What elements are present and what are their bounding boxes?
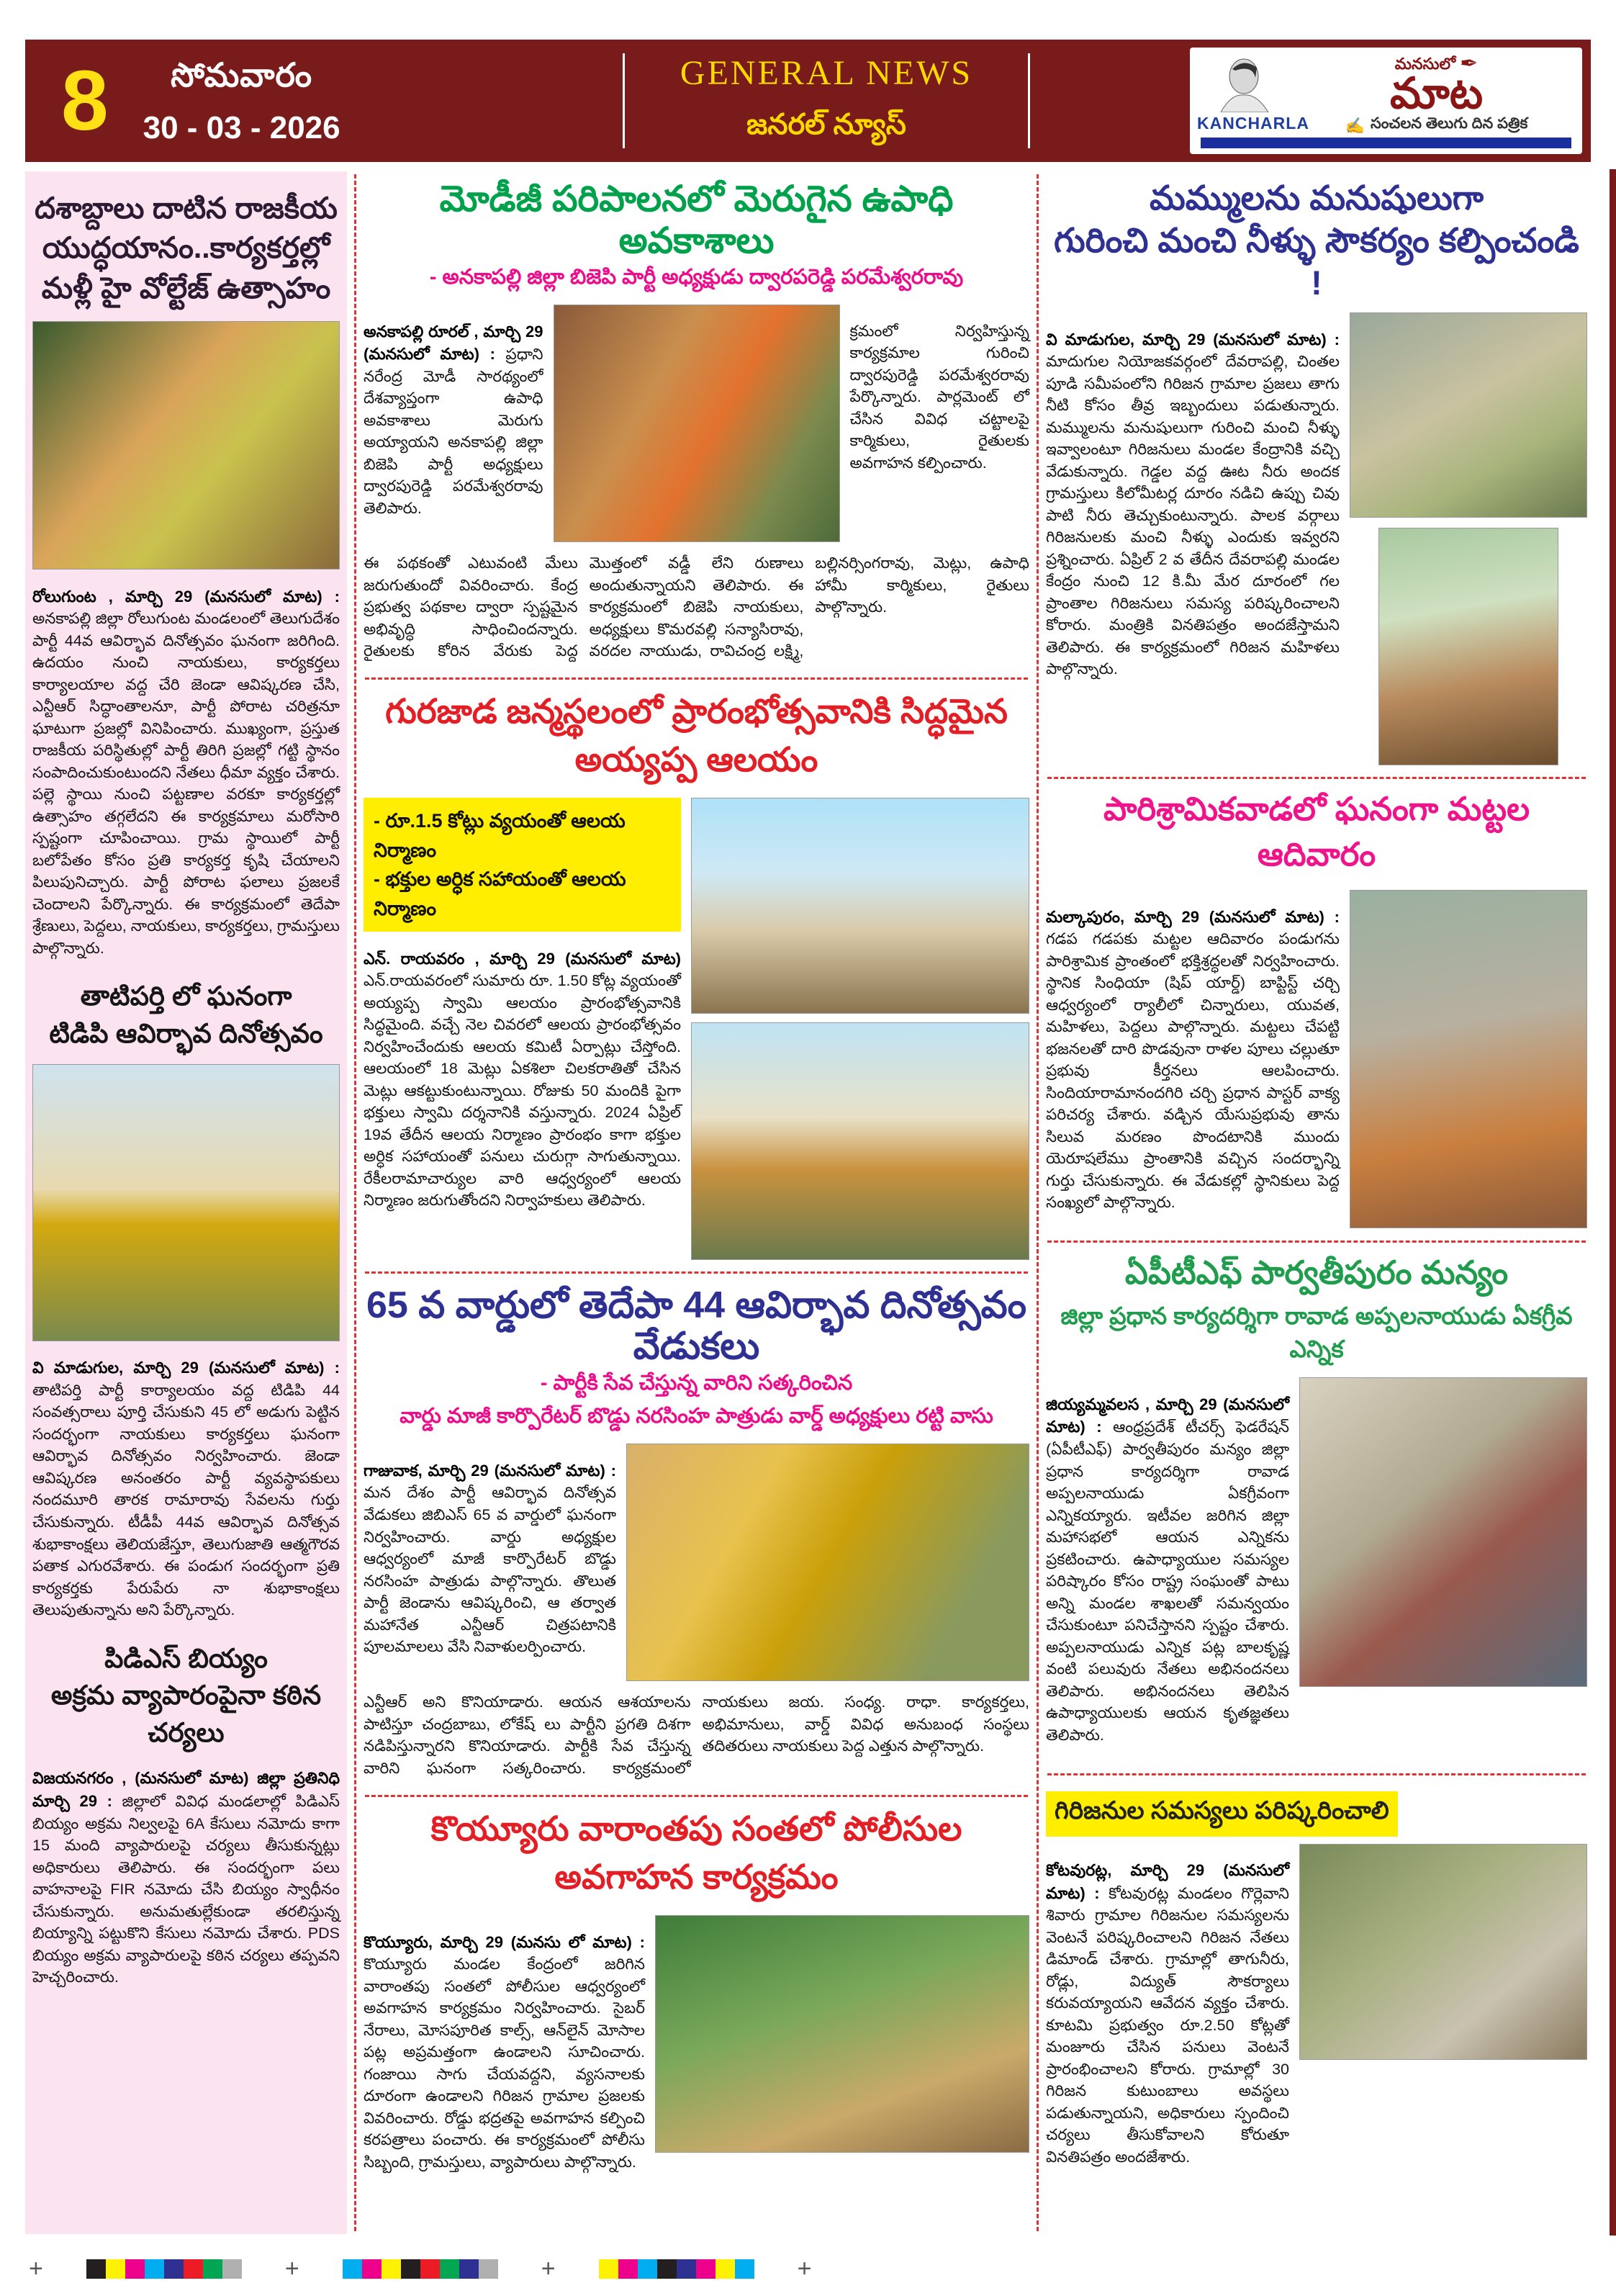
weekday: సోమవారం bbox=[171, 56, 313, 94]
article-subtitle: - అనకాపల్లి జిల్లా బిజెపి పార్టీ అధ్యక్షుడు ద్వారపరెడ్డి పరమేశ్వరరావు bbox=[429, 266, 964, 289]
body-text: ప్రధాని నరేంద్ర మోడీ సారథ్యంలో దేశవ్యాప్తంగా ఉపాధి అవకాశాలు మెరుగు అయ్యాయని అనకాపల్లి జిల్లా బిజెపి పార్టీ అధ్యక్షులు ద్వారపురెడ్డి పరమేశ్వరరావు తెలిపారు. bbox=[364, 346, 543, 517]
photo-temple-construction bbox=[691, 798, 1029, 1014]
article-body bbox=[32, 1767, 340, 1988]
dateline: ఎన్. రాయవరం , మార్చి 29 (మనసులో మాట) bbox=[364, 949, 681, 968]
color-swatch-gray bbox=[222, 2259, 242, 2279]
article-divider bbox=[365, 677, 1028, 680]
color-calibration-strip bbox=[343, 2259, 498, 2279]
article-headline: 65 వ వార్డులో తెదేపా 44 ఆవిర్భావ దినోత్సవం వేడుకలు bbox=[366, 1284, 1026, 1368]
color-swatch-yellow bbox=[106, 2259, 125, 2279]
article-divider bbox=[1047, 777, 1586, 779]
color-swatch-magenta bbox=[125, 2259, 145, 2279]
color-swatch-yellow bbox=[716, 2259, 735, 2279]
body-text: ఆంధ్రప్రదేశ్ టీచర్స్ ఫెడరేషన్ (ఏపీటీఎఫ్) పార్వతీపురం మన్యం జిల్లా ప్రధాన కార్యదర్శిగా రావాడ అప్పలనాయుడు ఏకగ్రీవంగా ఎన్నికయ్యారు. ఇటీవల జరిగిన జిల్లా మహాసభలో ఆయన ఎన్నికను ప్రకటించారు. ఉపాధ్యాయుల సమస్యల పరిష్కారం కోసం రాష్ట్ర సంఘంతో పాటు అన్ని మండల శాఖలతో సమన్వయం చేసుకుంటూ పనిచేస్తానని స్పష్టం చేశారు. అప్పలనాయుడు ఎన్నిక పట్ల బాలకృష్ణ వంటి పలువురు నేతలు అభినందనలు తెలిపారు. అభినందనలు తెలిపిన ఉపాధ్యాయులకు ఆయన కృతజ్ఞతలు తెలిపారు. bbox=[1046, 1418, 1289, 1744]
newspaper-logo bbox=[1190, 48, 1582, 154]
temple-text-block bbox=[364, 798, 681, 1260]
photo-flag-hoisting bbox=[32, 1064, 340, 1341]
color-swatch-yellow bbox=[382, 2259, 401, 2279]
article-headline-2: జిల్లా ప్రధాన కార్యదర్శిగా రావాడ అప్పలనాయుడు ఏకగ్రీవ ఎన్నిక bbox=[1060, 1302, 1573, 1363]
article-headline: కొయ్యూరు వారాంతపు సంతలో పోలీసుల అవగాహన కార్యక్రమం bbox=[430, 1809, 962, 1896]
color-swatch-cyan bbox=[145, 2259, 164, 2279]
color-swatch-magenta bbox=[696, 2259, 716, 2279]
color-calibration-strip bbox=[86, 2259, 242, 2279]
page-number: 8 bbox=[61, 53, 109, 148]
article-headline bbox=[34, 978, 338, 1053]
article-divider bbox=[365, 1271, 1028, 1274]
page-edge-strip bbox=[1610, 169, 1616, 2236]
article-headline: పారిశ్రామికవాడలో ఘనంగా మట్టల ఆదివారం bbox=[1103, 791, 1530, 873]
dateline: అనకాపల్లి రూరల్ , మార్చి 29 (మనసులో మాట) : bbox=[364, 322, 543, 364]
color-swatch-black bbox=[401, 2259, 420, 2279]
article-body bbox=[1046, 906, 1340, 1214]
article-tribal-problems bbox=[1046, 1787, 1587, 2184]
article-divider bbox=[1047, 1241, 1586, 1243]
photo-tribal-group bbox=[1299, 1844, 1587, 2060]
article-body-bottom: ఈ పథకంతో ఎటువంటి మేలు జరుగుతుందో వివరించారు. కేంద్ర ప్రభుత్వ పథకాల ద్వారా స్పష్టమైన అభివృద్ధి సాధించిందన్నారు. రైతులకు కోరిన వేరుకు పెద్ద మొత్తంలో వడ్డీ లేని రుణాలు అందుతున్నాయని తెలిపారు. ఈ కార్యక్రమంలో బిజెపి నాయకులు, అధ్యక్షులు కొమరవల్లి సన్యాసిరావు, వరదల నాయుడు, రావిచంద్ర లక్ష్మి, బల్లినర్సింగరావు, మెట్లు, ఉపాధి హామీ కార్మికులు, రైతులు పాల్గొన్నారు. bbox=[364, 554, 1029, 660]
article-ayyappa-temple bbox=[364, 691, 1029, 1260]
article-headline: గురజాడ జన్మస్థలంలో ప్రారంభోత్సవానికి సిద్ధమైన అయ్యప్ప ఆలయం bbox=[385, 692, 1008, 779]
color-swatch-green bbox=[203, 2259, 222, 2279]
headline-line-2: అక్రమ వ్యాపారంపైనా కఠిన చర్యలు bbox=[50, 1680, 322, 1748]
color-swatch-blue bbox=[164, 2259, 184, 2279]
dateline: వి మాడుగుల, మార్చి 29 (మనసులో మాట) : bbox=[1046, 330, 1340, 348]
headline-line-2: గురించి మంచి నీళ్ళు సౌకర్యం కల్పించండి ! bbox=[1054, 220, 1579, 302]
article-body-left bbox=[364, 1931, 645, 2174]
color-swatch-red bbox=[420, 2259, 440, 2279]
article-tatiparti-tdp-day bbox=[32, 978, 340, 1621]
photo-bjp-meeting bbox=[554, 305, 840, 542]
article-divider bbox=[1047, 1773, 1586, 1775]
photo-villagers-water-pots bbox=[1350, 312, 1587, 518]
color-swatch-black bbox=[86, 2259, 106, 2279]
article-body-right: ఎన్టీఆర్ అని కొనియాడారు. ఆయన ఆశయాలను పాటిస్తూ చంద్రబాబు, లోకేష్ లు పార్టీని ప్రగతి దిశగా నడిపిస్తున్నారని కొనియాడారు. పార్టీకి సేవ చేస్తున్న వారిని ఘనంగా సత్కరించారు. కార్యక్రమంలో నాయకులు జయ. సంధ్య. రాధా. కార్యకర్తలు, అభిమానులు, వార్డ్ వివిధ అనుబంధ సంస్థలు తదితరులు నాయకులు పెద్ద ఎత్తున పాల్గొన్నారు. bbox=[364, 1693, 1029, 1777]
color-swatch-cyan bbox=[735, 2259, 754, 2279]
column-divider-right bbox=[1037, 174, 1039, 2231]
registration-cross: + bbox=[29, 2254, 43, 2282]
article-headline-1: ఏపీటీఎఫ్ పార్వతీపురం మన్యం bbox=[1124, 1254, 1509, 1292]
article-body bbox=[1046, 1393, 1289, 1746]
page-body bbox=[25, 171, 1591, 2234]
color-swatch-yellow bbox=[599, 2259, 618, 2279]
article-body bbox=[1046, 328, 1340, 750]
pen-nib-icon: ✒ bbox=[1460, 52, 1479, 76]
article-headline bbox=[34, 1640, 338, 1752]
article-headline: గిరిజనుల సమస్యలు పరిష్కరించాలి bbox=[1046, 1791, 1398, 1837]
column-divider-left bbox=[354, 174, 356, 2231]
section-title-english: GENERAL NEWS bbox=[680, 54, 973, 92]
color-swatch-black bbox=[657, 2259, 677, 2279]
highlight-bullet-1: - రూ.1.5 కోట్లు వ్యయంతో ఆలయ నిర్మాణం bbox=[374, 810, 626, 861]
article-tribal-water-demand bbox=[1046, 177, 1587, 765]
color-swatch-magenta bbox=[362, 2259, 382, 2279]
photo-tdp-rally bbox=[626, 1444, 1029, 1681]
article-body bbox=[32, 585, 340, 960]
color-swatch-cyan bbox=[638, 2259, 657, 2279]
section-banner bbox=[623, 53, 1030, 148]
article-tdp-warpath bbox=[32, 189, 340, 959]
photo-woman-carrying-pots bbox=[1378, 528, 1558, 765]
body-text: మాదుగుల నియోజకవర్గంలో దేవరాపల్లి, చింతల పూడి సమీపంలోని గిరిజన గ్రామాల ప్రజలు తాగు నీటి కోసం తీవ్ర ఇబ్బందులు పడుతున్నారు. మమ్ములను మనుషులుగా గురించి మంచి నీళ్ళు ఇవ్వాలంటూ గిరిజనులు మండల కేంద్రానికి వచ్చి వేడుకున్నారు. గెడ్డల వద్ద ఊట నీరు అందక గ్రామస్తులు కిలోమీటర్ల దూరం నడిచి ఉప్పు చివు పాటి నీరు తెచ్చుకుంటున్నారు. పాలక వర్గాలు గిరిజనులకు మంచి నీళ్ళు ఎందుకు ఇవ్వరని ప్రశ్నించారు. ఏప్రిల్ 2 వ తేదీన దేవరాపల్లి మండల కేంద్రం నుంచి 12 కి.మీ మేర దూరంలో గల ప్రాంతాల గిరిజనులు సమస్య పరిష్కరించాలని కోరారు. మంత్రికి వినతిపత్రం అందజేస్తామని తెలిపారు. ఈ కార్యక్రమంలో గిరిజన మహిళలు పాల్గొన్నారు. bbox=[1046, 353, 1340, 678]
dateline: రోలుగుంట , మార్చి 29 (మనసులో మాట) : bbox=[32, 587, 340, 605]
color-swatch-blue bbox=[677, 2259, 696, 2279]
article-headline bbox=[1046, 177, 1587, 304]
article-aptf-election bbox=[1046, 1254, 1587, 1761]
color-swatch-cyan bbox=[343, 2259, 362, 2279]
registration-cross: + bbox=[541, 2254, 556, 2282]
dateline: జియ్యమ్మవలస , మార్చి 29 (మనసులో మాట) : bbox=[1046, 1395, 1289, 1436]
article-subtitle-1: - పార్టీకి సేవ చేస్తున్న వారిని సత్కరించిన bbox=[540, 1372, 853, 1395]
article-mattala-sunday bbox=[1046, 791, 1587, 1229]
article-body bbox=[1046, 1859, 1289, 2168]
water-photos-block bbox=[1350, 312, 1587, 765]
dateline: కోటవురట్ల, మార్చి 29 (మనసులో మాట) : bbox=[1046, 1861, 1289, 1902]
headline-line-2: టిడిపి ఆవిర్భావ దినోత్సవం bbox=[49, 1019, 323, 1049]
logo-title-big: మాట bbox=[1389, 69, 1484, 117]
section-title-telugu: జనరల్ న్యూస్ bbox=[746, 109, 906, 140]
print-registration-footer bbox=[0, 2247, 1616, 2290]
body-text: జిల్లాలో వివిధ మండలాల్లో పిడిఎస్ బియ్యం అక్రమ నిల్వలపై 6A కేసులు నమోదు కాగా 15 మంది వ్యాపారులపై చర్యలు తీసుకున్నట్లు అధికారులు తెలిపారు. ఈ సందర్భంగా పలు వాహనాలపై FIR నమోదు చేసి బియ్యం స్వాధీనం చేసుకున్నారు. అనుమతుల్లేకుండా తరలిస్తున్న బియ్యాన్ని పట్టుకొని కేసులు నమోదు చేశారు. PDS బియ్యం అక్రమ వ్యాపారులపై కఠిన చర్యలు తప్పవని హెచ్చరించారు. bbox=[32, 1792, 340, 1986]
logo-bottom-bar bbox=[1201, 138, 1571, 148]
highlight-box bbox=[364, 798, 681, 932]
left-column bbox=[25, 171, 347, 2234]
body-text: కోటవురట్ల మండలం గొర్లెవాని శివారు గ్రామాల గిరిజనుల సమస్యలను వెంటనే పరిష్కరించాలని గిరిజన నేతలు డిమాండ్ చేశారు. గ్రామాల్లో తాగునీరు, రోడ్లు, విద్యుత్ సౌకర్యాలు కరువయ్యాయని ఆవేదన వ్యక్తం చేశారు. కూటమి ప్రభుత్వం రూ.2.50 కోట్లతో మంజూరు చేసిన పనులు వెంటనే ప్రారంభించాలని కోరారు. గ్రామాల్లో 30 గిరిజన కుటుంబాలు అవస్థలు పడుతున్నాయని, అధికారులు స్పందించి చర్యలు తీసుకోవాలని కోరుతూ వినతిపత్రం అందజేశారు. bbox=[1046, 1884, 1290, 2166]
dateline: మల్కాపురం, మార్చి 29 (మనసులో మాట) : bbox=[1046, 907, 1340, 926]
headline-line-1: తాటిపర్తి లో ఘనంగా bbox=[80, 981, 292, 1012]
article-pds-rice-action bbox=[32, 1640, 340, 1989]
temple-photo-block bbox=[691, 798, 1029, 1260]
photo-weekly-market bbox=[655, 1915, 1029, 2153]
registration-cross: + bbox=[797, 2254, 812, 2282]
color-calibration-strip bbox=[599, 2259, 754, 2279]
registration-cross: + bbox=[284, 2254, 299, 2282]
color-swatch-green bbox=[440, 2259, 459, 2279]
article-headline: మోడీజీ పరిపాలనలో మెరుగైన ఉపాధి అవకాశాలు bbox=[439, 179, 954, 261]
body-text: తాటిపర్తి పార్టీ కార్యాలయం వద్ద టిడిపి 44 సంవత్సరాలు పూర్తి చేసుకుని 45 లో అడుగు పెట్టిన సందర్భంగా నాయకులు కార్యకర్తలు ఘనంగా ఆవిర్భావ దినోత్సవం నిర్వహించారు. జెండా ఆవిష్కరణ అనంతరం పార్టీ వ్యవస్థాపకులు నందమూరి తారక రామారావు సేవలను గుర్తు చేసుకున్నారు. టీడీపీ 44వ ఆవిర్భావ దినోత్సవ శుభాకాంక్షలు తెలియజేస్తూ, తెలుగుజాతి ఆత్మగౌరవ పతాక ఎగురవేశారు. ఈ పండుగ సందర్భంగా ప్రతి కార్యకర్తకు పేరుపేరు నా శుభాకాంక్షలు తెలుపుతున్నాను అని పేర్కొన్నారు. bbox=[32, 1381, 340, 1619]
founder-portrait-icon bbox=[1211, 56, 1277, 112]
article-body bbox=[364, 947, 681, 1212]
color-swatch-magenta bbox=[618, 2259, 638, 2279]
dateline: వి మాడుగుల, మార్చి 29 (మనసులో మాట) : bbox=[32, 1359, 340, 1377]
article-body-left bbox=[364, 1459, 616, 1666]
article-headline: దశాబ్దాలు దాటిన రాజకీయ యుద్ధయానం..కార్యకర్తల్లో మళ్లీ హై వోల్టేజ్ ఉత్సాహం bbox=[35, 192, 338, 305]
logo-title-block bbox=[1298, 53, 1575, 136]
article-subtitle-2: వార్డు మాజీ కార్పొరేటర్ బొడ్డు నరసింహ పాత్రుడు వార్డ్ అధ్యక్షులు రట్టి వాసు bbox=[400, 1405, 993, 1428]
writing-hand-icon: ✍ bbox=[1345, 116, 1366, 135]
headline-line-1: మమ్ములను మనుషులుగా bbox=[1149, 179, 1484, 217]
right-column bbox=[1046, 171, 1587, 2234]
day-date bbox=[143, 55, 340, 146]
article-police-awareness-market bbox=[364, 1809, 1029, 2189]
photo-deity-procession bbox=[32, 321, 340, 570]
middle-column bbox=[364, 171, 1029, 2234]
body-text: అనకాపల్లి జిల్లా రోలుగుంట మండలంలో తెలుగుదేశం పార్టీ 44వ ఆవిర్భావ దినోత్సవం ఘనంగా జరిగింది. ఉదయం నుంచి నాయకులు, కార్యకర్తలు కార్యాలయాల వద్ద చేరి జెండా ఆవిష్కరణ చేసి, ఎన్టీఆర్ సిద్ధాంతాలనూ, పార్టీ పోరాట చరిత్రనూ ఘాటుగా ప్రజల్లో వినిపించారు. ముఖ్యంగా, ప్రస్తుత రాజకీయ పరిస్థితుల్లో పార్టీ తిరిగి ప్రజల్లో గట్టి స్థానం సంపాదించుకుంటుందని నేతలు ధీమా వ్యక్తం చేశారు. పల్లె స్థాయి నుంచి పట్టణాల వరకూ కార్యకర్తల్లో ఉత్సాహం తగ్గలేదని ఈ కార్యక్రమాలు మరోసారి స్పష్టంగా చూపించాయి. గ్రామ స్థాయిలో పార్టీ బలోపేతం కోసం ప్రతి కార్యకర్త కృషి చేయాలని పిలుపునిచ్చారు. పార్టీ పోరాట ఫలాలు ప్రజలకే చెందాలని పేర్కొన్నారు. ఈ కార్యక్రమంలో తెదేపా శ్రేణులు, పెద్దలు, నాయకులు, కార్యకర్తలు, గ్రామస్తులు పాల్గొన్నారు. bbox=[32, 610, 340, 957]
color-swatch-blue bbox=[459, 2259, 479, 2279]
color-swatch-gray bbox=[479, 2259, 498, 2279]
dateline: కొయ్యూరు, మార్చి 29 (మనసు లో మాట) : bbox=[364, 1932, 645, 1951]
article-modi-employment bbox=[364, 179, 1029, 662]
dateline: గాజువాక, మార్చి 29 (మనసులో మాట) : bbox=[364, 1461, 616, 1480]
color-swatch-red bbox=[184, 2259, 203, 2279]
article-ward65-tdp-day bbox=[364, 1285, 1029, 1779]
article-body-left bbox=[364, 320, 543, 527]
masthead-left bbox=[25, 55, 623, 146]
logo-tagline: సంచలన తెలుగు దిన పత్రిక bbox=[1371, 115, 1528, 132]
brand-name: KANCHARLA bbox=[1197, 114, 1309, 132]
body-text: మన దేశం పార్టీ ఆవిర్భావ దినోత్సవ వేడుకలు జిబిఎస్ 65 వ వార్డులో ఘనంగా నిర్వహించారు. వార్డు అధ్యక్షుల ఆధ్వర్యంలో మాజీ కార్పొరేటర్ బొడ్డు నరసింహ పాత్రుడు పాల్గొన్నారు. తొలుత పార్టీ జెండాను ఆవిష్కరించి, ఆ తర్వాత మహానేత ఎన్టీఆర్ చిత్రపటానికి పూలమాలలు వేసి నివాళులర్పించారు. bbox=[364, 1484, 616, 1656]
founder-portrait-block bbox=[1197, 56, 1309, 133]
body-text: కొయ్యూరు మండల కేంద్రంలో జరిగిన వారాంతపు సంతలో పోలీసుల ఆధ్వర్యంలో అవగాహన కార్యక్రమం నిర్వహించారు. సైబర్ నేరాలు, మోసపూరిత కాల్స్, ఆన్‌లైన్ మోసాల పట్ల అప్రమత్తంగా ఉండాలని సూచించారు. గంజాయి సాగు చేయవద్దని, వ్యసనాలకు దూరంగా ఉండాలని గిరిజన గ్రామాల ప్రజలకు వివరించారు. రోడ్డు భద్రతపై అవగాహన కల్పించి కరపత్రాలు పంచారు. ఈ కార్యక్రమంలో పోలీసు సిబ్బంది, గ్రామస్తులు, వ్యాపారులు పాల్గొన్నారు. bbox=[364, 1955, 645, 2171]
photo-temple-gopuram bbox=[691, 1022, 1029, 1260]
article-divider bbox=[365, 1795, 1028, 1797]
photo-aptf-meeting bbox=[1299, 1377, 1587, 1687]
masthead bbox=[25, 40, 1591, 162]
highlight-bullet-2: - భక్తుల అర్ధిక సహాయంతో ఆలయ నిర్మాణం bbox=[374, 868, 626, 919]
headline-line-1: పిడిఎస్ బియ్యం bbox=[104, 1643, 268, 1673]
logo-title-small: మనసులో bbox=[1394, 55, 1456, 73]
article-body-right: క్రమంలో నిర్వహిస్తున్న కార్యక్రమాల గురించి ద్వారపురెడ్డి పరమేశ్వరరావు పేర్కొన్నారు. పార్లమెంట్ లో చేసిన వివిధ చట్టాలపై కార్మికులు, రైతులకు అవగాహన కల్పించారు. bbox=[849, 322, 1029, 472]
article-body bbox=[32, 1356, 340, 1621]
edition-date: 30 - 03 - 2026 bbox=[143, 110, 340, 145]
body-text: ఎన్.రాయవరంలో సుమారు రూ. 1.50 కోట్ల వ్యయంతో అయ్యప్ప స్వామి ఆలయం ప్రారంభోత్సవానికి సిద్ధమైంది. వచ్చే నెల చివరలో ఆలయ ప్రారంభోత్సవం నిర్వహించేందుకు ఆలయ కమిటీ ఏర్పాట్లు చేస్తోంది. ఆలయంలో 18 మెట్లు ఏకశిలా చిలకరాతితో చేసిన మెట్లు ఆకట్టుకుంటున్నాయి. రోజుకు 50 మందికి పైగా భక్తులు స్వామి దర్శనానికి వస్తున్నారు. 2024 ఏప్రిల్ 19వ తేదీన ఆలయ నిర్మాణం ప్రారంభం కాగా భక్తుల అర్ధిక సహాయంతో పనులు చురుగ్గా సాగుతున్నాయి. రేకీలరామాచార్యుల వారి ఆధ్వర్యంలో ఆలయ నిర్మాణం జరుగుతోందని నిర్వాహకులు తెలిపారు. bbox=[364, 972, 681, 1210]
logo-top-row bbox=[1197, 52, 1575, 138]
body-text: గడప గడపకు మట్టల ఆదివారం పండుగను పారిశ్రామిక ప్రాంతంలో భక్తిశ్రద్ధలతో నిర్వహించారు. స్థానిక సింధియా (షిప్ యార్డ్) బాప్టిస్ట్ చర్చి ఆధ్వర్యంలో ర్యాలీలో చిన్నారులు, యువత, మహిళలు, పెద్దలు పాల్గొన్నారు. మట్టలు చేపట్టి భజనలతో దారి పొడవునా రాళల పూలు చల్లుతూ ప్రభువు కీర్తనలు ఆలపించారు. సిందియారామానందగిరి చర్చి ప్రధాన పాస్టర్ వాక్య పరిచర్య చేశారు. వడ్చిన యేసుప్రభువు తాను సిలువ మరణం పొందటానికి ముందు యెరూషలేము ప్రాంతానికి వచ్చిన సందర్భాన్ని గుర్తు చేసుకున్నారు. ఈ వేడుకల్లో స్థానికులు పెద్ద సంఖ్యలో పాల్గొన్నారు. bbox=[1046, 930, 1340, 1212]
photo-flower-carpet-procession bbox=[1350, 890, 1587, 1228]
dateline: విజయనగరం , (మనసులో మాట) జిల్లా ప్రతినిధి మార్చి 29 : bbox=[32, 1769, 340, 1810]
